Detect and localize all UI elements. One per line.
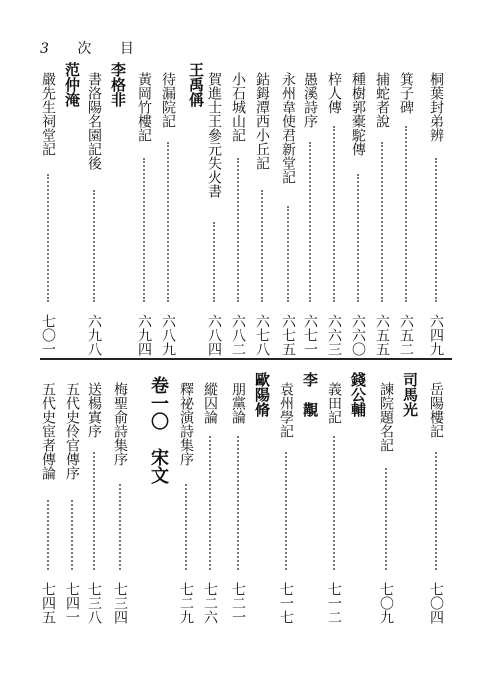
dot-leader	[435, 452, 437, 570]
dot-leader	[93, 190, 95, 302]
toc-title: 卷一〇 宋文	[148, 376, 169, 484]
toc-page-number: 六五二	[398, 314, 414, 356]
toc-page-number: 六九四	[136, 314, 152, 356]
toc-title: 朋黨論	[230, 382, 246, 424]
toc-entry[interactable]	[350, 72, 366, 356]
toc-page-number: 六九八	[86, 314, 102, 356]
toc-entry[interactable]	[278, 382, 294, 624]
toc-entry[interactable]	[428, 382, 444, 624]
toc-title: 義田記	[326, 382, 342, 424]
toc-page-number: 七二一	[230, 582, 246, 624]
dot-leader	[143, 158, 145, 302]
toc-entry[interactable]	[64, 382, 80, 624]
toc-title: 梅聖俞詩集序	[112, 382, 128, 466]
toc-page-number: 六六〇	[350, 314, 366, 356]
toc-author	[402, 372, 418, 624]
toc-title: 李格非	[109, 62, 127, 107]
dot-leader	[333, 126, 335, 302]
toc-page-number: 七〇四	[428, 582, 444, 624]
dot-leader	[47, 174, 49, 302]
toc-title: 縱囚論	[202, 382, 218, 424]
toc-entry[interactable]	[374, 72, 390, 356]
dot-leader	[385, 468, 387, 570]
dot-leader	[381, 142, 383, 302]
dot-leader	[309, 142, 311, 302]
toc-title: 諫院題名記	[378, 382, 394, 452]
toc-entry[interactable]	[254, 72, 270, 356]
toc-title: 永州韋使君新堂記	[280, 72, 296, 184]
toc-page-number: 六七一	[302, 314, 318, 356]
toc-page-number: 七二九	[178, 582, 194, 624]
toc-page-number: 七〇九	[378, 582, 394, 624]
toc-title: 五代史伶官傳序	[64, 382, 80, 480]
toc-entry[interactable]	[428, 72, 444, 356]
toc-author	[302, 372, 318, 624]
dot-leader	[261, 190, 263, 302]
dot-leader	[47, 500, 49, 570]
toc-entry[interactable]	[230, 382, 246, 624]
dot-leader	[357, 174, 359, 302]
toc-page-number: 七二六	[202, 582, 218, 624]
toc-entry[interactable]	[112, 382, 128, 624]
dot-leader	[333, 436, 335, 570]
toc-entry[interactable]	[40, 382, 56, 624]
toc-page-number: 七三四	[112, 582, 128, 624]
toc-section-heading	[148, 376, 169, 624]
toc-entry[interactable]	[280, 72, 296, 356]
toc-entry[interactable]	[302, 72, 318, 356]
toc-page-number: 七三八	[86, 582, 102, 624]
toc-entry[interactable]	[378, 382, 394, 624]
dot-leader	[213, 222, 215, 302]
dot-leader	[93, 452, 95, 570]
toc-title: 桐葉封弟辨	[428, 72, 444, 142]
toc-page-number: 六八九	[160, 314, 176, 356]
toc-page-number: 六六三	[326, 314, 342, 356]
dot-leader	[237, 436, 239, 570]
toc-title: 黃岡竹樓記	[136, 72, 152, 142]
toc-entry[interactable]	[326, 72, 342, 356]
toc-page-number: 六八四	[206, 314, 222, 356]
running-head	[40, 38, 146, 58]
toc-page-number: 七一二	[326, 582, 342, 624]
toc-title: 送楊寘序	[86, 382, 102, 438]
dot-leader	[167, 142, 169, 302]
toc-page-number: 六五五	[374, 314, 390, 356]
toc-page-number: 六八二	[230, 314, 246, 356]
dot-leader	[237, 158, 239, 302]
toc-page-number: 七〇一	[40, 314, 56, 356]
toc-title: 五代史宦者傳論	[40, 382, 56, 480]
toc-page-number: 七一七	[278, 582, 294, 624]
toc-title: 愚溪詩序	[302, 72, 318, 128]
dot-leader	[209, 436, 211, 570]
toc-page-number: 七四五	[40, 582, 56, 624]
page-number: 3	[40, 41, 61, 57]
toc-title: 種樹郭橐駝傳	[350, 72, 366, 156]
toc-author	[188, 62, 204, 356]
dot-leader	[287, 206, 289, 302]
toc-title: 梓人傳	[326, 72, 342, 114]
toc-author	[64, 62, 80, 356]
toc-entry[interactable]	[202, 382, 218, 624]
toc-title: 錢公輔	[349, 372, 367, 417]
toc-page-number: 六七五	[280, 314, 296, 356]
toc-entry[interactable]	[398, 72, 414, 356]
toc-entry[interactable]	[178, 382, 194, 624]
toc-title: 捕蛇者說	[374, 72, 390, 128]
section-title: 次 目	[77, 41, 146, 57]
half-divider-rule	[40, 358, 452, 360]
toc-page-number: 六四九	[428, 314, 444, 356]
toc-title: 岳陽樓記	[428, 382, 444, 438]
dot-leader	[119, 484, 121, 570]
toc-title: 箕子碑	[398, 72, 414, 114]
toc-title: 小石城山記	[230, 72, 246, 142]
dot-leader	[71, 500, 73, 570]
toc-page-number: 七四一	[64, 582, 80, 624]
dot-leader	[435, 158, 437, 302]
toc-entry[interactable]	[40, 72, 56, 356]
toc-author	[110, 62, 126, 356]
dot-leader	[285, 452, 287, 570]
toc-page-number: 六七八	[254, 314, 270, 356]
dot-leader	[405, 126, 407, 302]
toc-title: 賀進士王參元失火書	[206, 72, 222, 198]
toc-title: 釋祕演詩集序	[178, 382, 194, 466]
toc-entry[interactable]	[86, 72, 102, 356]
toc-entry[interactable]	[326, 382, 342, 624]
toc-title: 李 覯	[301, 372, 319, 417]
toc-entry[interactable]	[136, 72, 152, 356]
toc-title: 范仲淹	[63, 62, 81, 107]
toc-entry[interactable]	[86, 382, 102, 624]
toc-title: 嚴先生祠堂記	[40, 72, 56, 156]
toc-title: 鈷鉧潭西小丘記	[254, 72, 270, 170]
toc-author	[350, 372, 366, 624]
toc-title: 歐陽脩	[253, 372, 271, 417]
toc-entry[interactable]	[160, 72, 176, 356]
dot-leader	[185, 484, 187, 570]
toc-entry[interactable]	[206, 72, 222, 356]
toc-title: 待漏院記	[160, 72, 176, 128]
toc-title: 書洛陽名園記後	[86, 72, 102, 170]
toc-title: 司馬光	[401, 372, 419, 417]
toc-title: 袁州學記	[278, 382, 294, 438]
toc-author	[254, 372, 270, 624]
toc-entry[interactable]	[230, 72, 246, 356]
toc-title: 王禹偁	[187, 62, 205, 107]
